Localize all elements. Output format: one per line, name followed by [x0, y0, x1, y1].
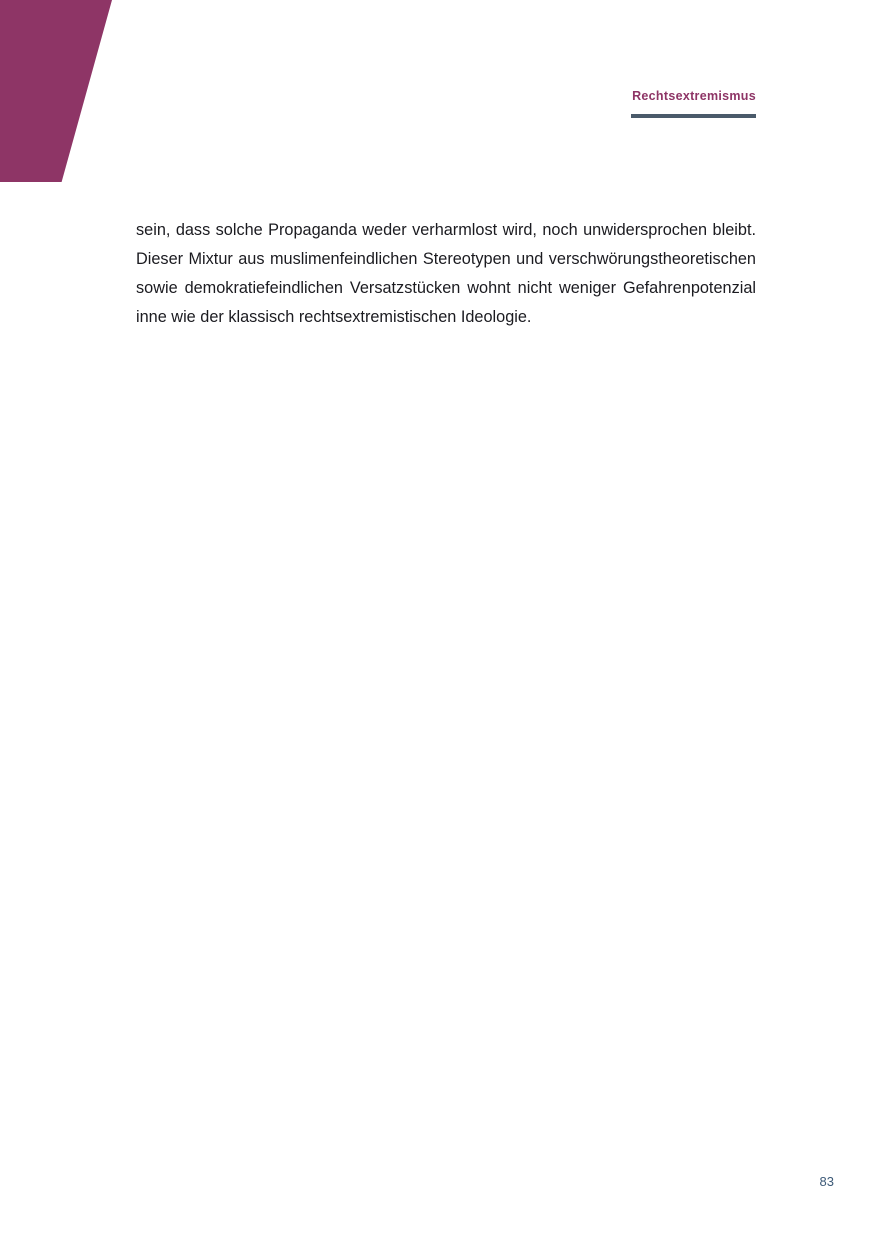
page-number: 83 — [819, 1174, 834, 1189]
running-head-label: Rechtsextremismus — [632, 89, 756, 103]
body-paragraph: sein, dass solche Propaganda weder verharmlost wird, noch unwidersprochen bleibt. Dieser Mixtur aus muslimenfeindlichen Stereotypen und verschwörungstheoretischen sowie demokratiefeindlichen Versatzstücken wohnt nicht weniger Gefahrenpotenzial inne wie der klassisch rechtsextremistischen Ideologie. — [136, 221, 756, 326]
running-head — [631, 89, 756, 118]
body-text-column — [136, 216, 756, 332]
decorative-corner-shape — [0, 0, 112, 182]
running-head-rule — [631, 114, 756, 118]
